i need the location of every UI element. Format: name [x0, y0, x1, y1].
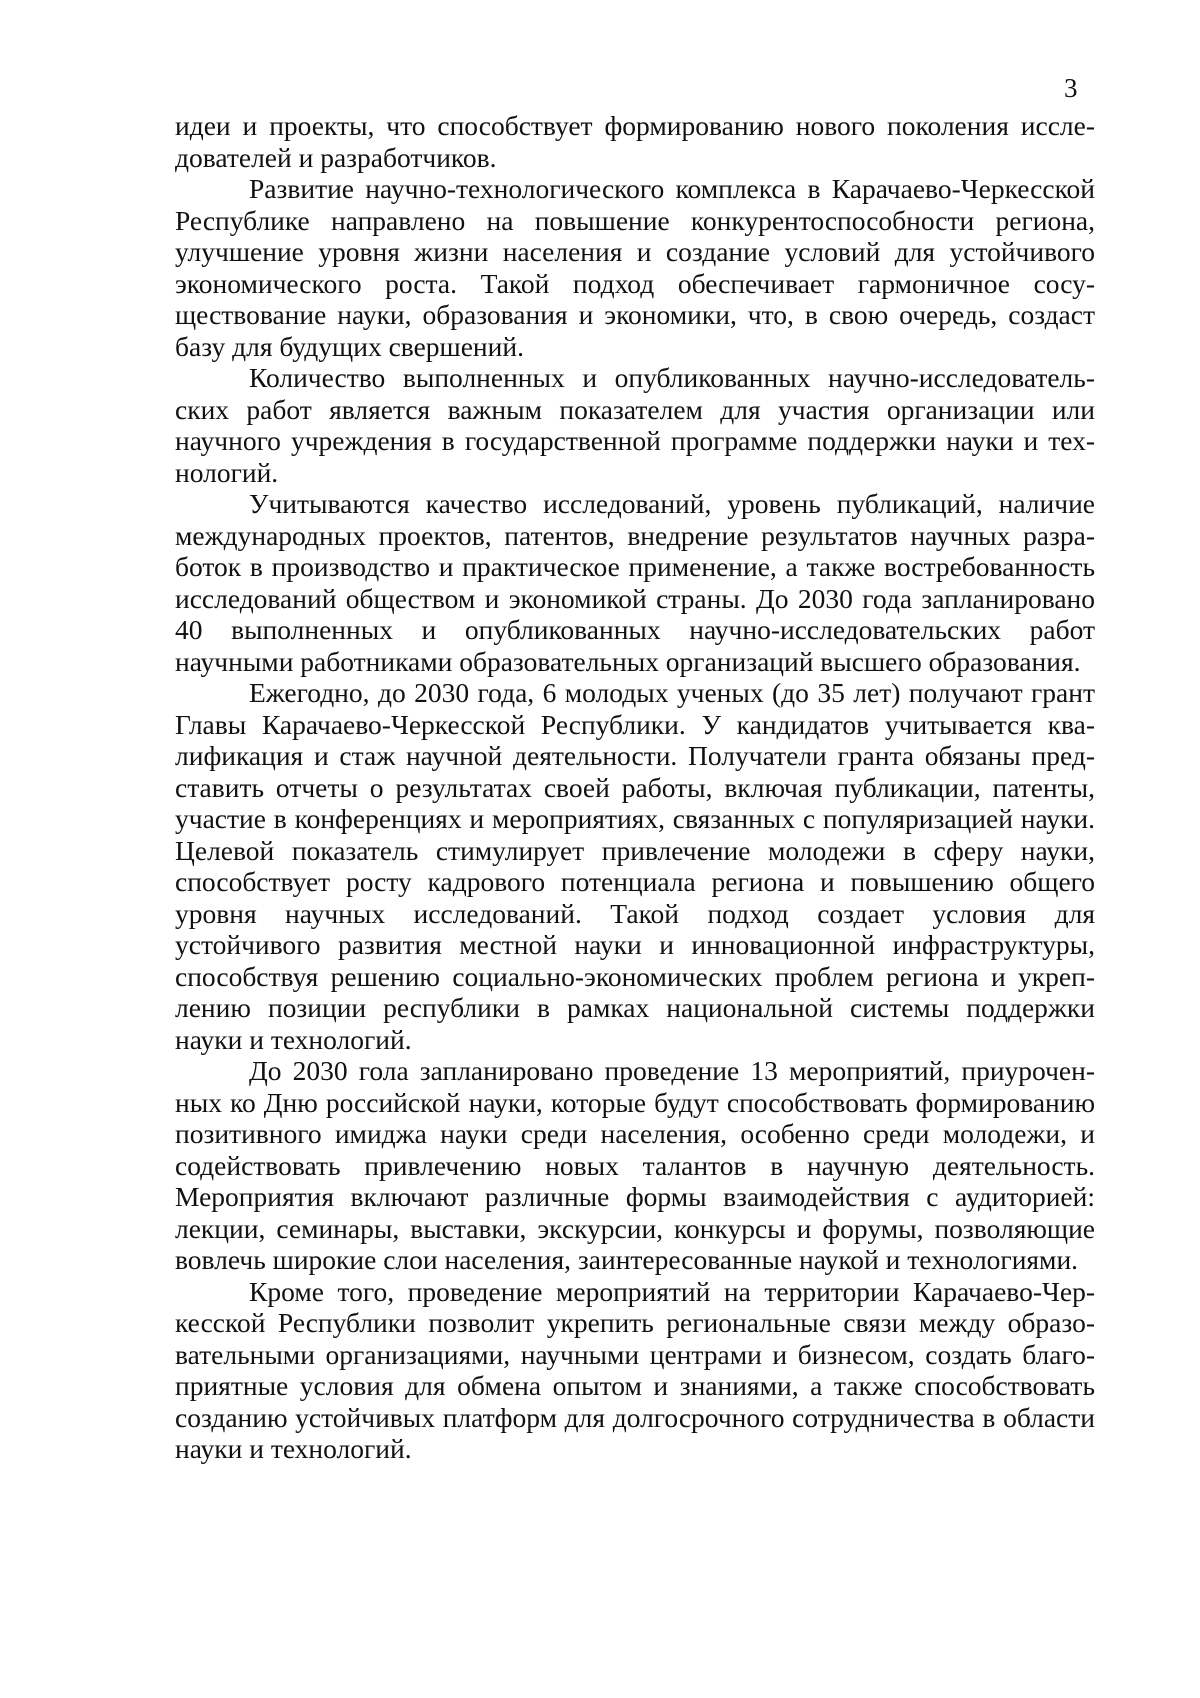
document-body	[175, 110, 1095, 1465]
paragraph-regional-ties: Кроме того, проведение мероприятий на территории Карачаево-Черкесской Республики позволит укрепить региональные связи между образовательными организациями, научными центрами и бизнесом, создать благоприятные условия для обмена опытом и знаниями, а также способствовать созданию устойчивых платформ для долгосрочного сотрудничества в области науки и технологий.	[175, 1275, 1095, 1464]
paragraph-young-scientists-grant: Ежегодно, до 2030 года, 6 молодых ученых (до 35 лет) получают грант Главы Карачаево-Черкесской Республики. У кандидатов учитывается квалификация и стаж научной деятельности. Получатели гранта обязаны представить отчеты о результатах своей работы, включая публикации, патенты, участие в конференциях и мероприятиях, связанных с популяризацией науки. Целевой показатель стимулирует привлечение молодежи в сферу науки, способствует росту кадрового потенциала региона и повышению общего уровня научных исследований. Такой подход создает условия для устойчивого развития местной науки и инновационной инфраструктуры, способствуя решению социально-экономических проблем региона и укреплению позиции республики в рамках национальной системы поддержки науки и технологий.	[175, 677, 1095, 1055]
paragraph-continuation: идеи и проекты, что способствует формированию нового поколения исследователей и разработчиков.	[175, 110, 1095, 173]
paragraph-development-goals: Развитие научно-технологического комплекса в Карачаево-Черкесской Республике направлено на повышение конкурентоспособности региона, улучшение уровня жизни населения и создание условий для устойчивого экономического роста. Такой подход обеспечивает гармоничное сосуществование науки, образования и экономики, что, в свою очередь, создаст базу для будущих свершений.	[175, 173, 1095, 362]
paragraph-science-day-events: До 2030 гола запланировано проведение 13 мероприятий, приуроченных ко Дню российской науки, которые будут способствовать формированию позитивного имиджа науки среди населения, особенно среди молодежи, и содействовать привлечению новых талантов в научную деятельность. Мероприятия включают различные формы взаимодействия с аудиторией: лекции, семинары, выставки, экскурсии, конкурсы и форумы, позволяющие вовлечь широкие слои населения, заинтересованные наукой и технологиями.	[175, 1055, 1095, 1275]
page-number: 3	[1064, 73, 1078, 103]
paragraph-research-quality: Учитываются качество исследований, уровень публикаций, наличие международных проектов, патентов, внедрение результатов научных разработок в производство и практическое применение, а также востребованность исследований обществом и экономикой страны. До 2030 года запланировано 40 выполненных и опубликованных научно-исследовательских работ научными работниками образовательных организаций высшего образования.	[175, 488, 1095, 677]
paragraph-research-count: Количество выполненных и опубликованных научно-исследовательских работ является важным показателем для участия организации или научного учреждения в государственной программе поддержки науки и технологий.	[175, 362, 1095, 488]
